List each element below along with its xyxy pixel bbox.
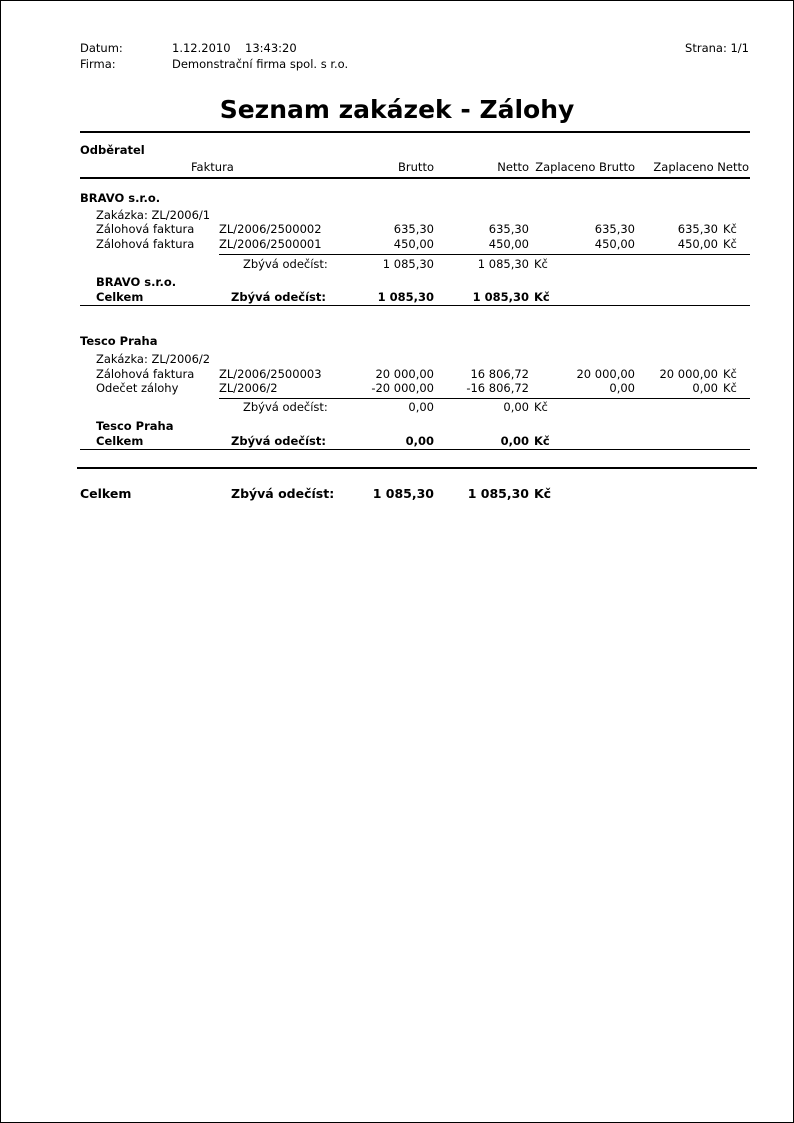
row-netto: 16 806,72 xyxy=(470,367,529,381)
row-document: ZL/2006/2500002 xyxy=(219,222,322,236)
grand-total-netto: 1 085,30 xyxy=(467,486,529,501)
row-netto: -16 806,72 xyxy=(466,381,529,395)
group-total-currency: Kč xyxy=(534,434,550,448)
grand-total-brutto: 1 085,30 xyxy=(372,486,434,501)
time-value: 13:43:20 xyxy=(245,41,297,55)
date-label: Datum: xyxy=(80,41,123,55)
row-type: Zálohová faktura xyxy=(96,222,195,236)
group-total-remaining-label: Zbývá odečíst: xyxy=(231,290,326,304)
grand-total-label: Celkem xyxy=(80,486,132,501)
column-header-paid-brutto: Zaplaceno Brutto xyxy=(535,160,635,174)
group-total-remaining-label: Zbývá odečíst: xyxy=(231,434,326,448)
column-header-brutto: Brutto xyxy=(398,160,434,174)
row-paid-netto: 20 000,00 xyxy=(659,367,718,381)
row-paid-netto: 450,00 xyxy=(677,237,718,251)
customer-name: Tesco Praha xyxy=(80,334,158,348)
row-type: Zálohová faktura xyxy=(96,367,195,381)
row-netto: 450,00 xyxy=(488,237,529,251)
date-value: 1.12.2010 xyxy=(172,41,231,55)
row-paid-brutto: 635,30 xyxy=(594,222,635,236)
group-total-name: BRAVO s.r.o. xyxy=(96,275,177,289)
group-total-currency: Kč xyxy=(534,290,550,304)
group-total-name: Tesco Praha xyxy=(96,419,174,433)
row-type: Zálohová faktura xyxy=(96,237,195,251)
company-label: Firma: xyxy=(80,57,116,71)
row-currency: Kč xyxy=(723,381,737,395)
column-header-netto: Netto xyxy=(497,160,529,174)
row-paid-netto: 0,00 xyxy=(692,381,718,395)
company-value: Demonstrační firma spol. s r.o. xyxy=(172,57,349,71)
group-total-brutto: 1 085,30 xyxy=(377,290,434,304)
row-document: ZL/2006/2500003 xyxy=(219,367,322,381)
row-type: Odečet zálohy xyxy=(96,381,179,395)
remaining-label: Zbývá odečíst: xyxy=(243,257,328,271)
column-header-invoice: Faktura xyxy=(191,160,234,174)
remaining-netto: 1 085,30 xyxy=(477,257,529,271)
subtotal-divider xyxy=(219,398,750,399)
column-header-paid-netto: Zaplaceno Netto xyxy=(653,160,749,174)
row-currency: Kč xyxy=(723,222,737,236)
grand-total-remaining-label: Zbývá odečíst: xyxy=(231,486,335,501)
group-total-netto: 0,00 xyxy=(500,434,529,448)
row-paid-netto: 635,30 xyxy=(677,222,718,236)
group-total-brutto: 0,00 xyxy=(405,434,434,448)
row-document: ZL/2006/2 xyxy=(219,381,278,395)
title-divider xyxy=(80,131,750,133)
row-currency: Kč xyxy=(723,367,737,381)
row-netto: 635,30 xyxy=(488,222,529,236)
group-total-label: Celkem xyxy=(96,290,144,304)
page-number: Strana: 1/1 xyxy=(685,41,749,55)
column-header-customer: Odběratel xyxy=(80,143,145,157)
grand-total-currency: Kč xyxy=(534,486,552,501)
row-brutto: 20 000,00 xyxy=(375,367,434,381)
customer-name: BRAVO s.r.o. xyxy=(80,191,161,205)
subtotal-divider xyxy=(219,254,750,255)
remaining-brutto: 0,00 xyxy=(408,400,434,414)
row-paid-brutto: 20 000,00 xyxy=(576,367,635,381)
row-brutto: 450,00 xyxy=(393,237,434,251)
remaining-netto: 0,00 xyxy=(503,400,529,414)
remaining-label: Zbývá odečíst: xyxy=(243,400,328,414)
group-total-netto: 1 085,30 xyxy=(472,290,529,304)
order-number: Zakázka: ZL/2006/1 xyxy=(96,208,211,222)
order-number: Zakázka: ZL/2006/2 xyxy=(96,352,211,366)
row-paid-brutto: 0,00 xyxy=(609,381,635,395)
row-brutto: 635,30 xyxy=(393,222,434,236)
row-paid-brutto: 450,00 xyxy=(594,237,635,251)
group-divider xyxy=(80,305,750,306)
group-total-label: Celkem xyxy=(96,434,144,448)
header-divider xyxy=(80,177,750,179)
grand-total-divider xyxy=(77,467,757,469)
remaining-brutto: 1 085,30 xyxy=(382,257,434,271)
remaining-currency: Kč xyxy=(534,400,548,414)
group-divider xyxy=(80,449,750,450)
row-brutto: -20 000,00 xyxy=(371,381,434,395)
row-document: ZL/2006/2500001 xyxy=(219,237,322,251)
remaining-currency: Kč xyxy=(534,257,548,271)
row-currency: Kč xyxy=(723,237,737,251)
page-title: Seznam zakázek - Zálohy xyxy=(219,95,575,124)
